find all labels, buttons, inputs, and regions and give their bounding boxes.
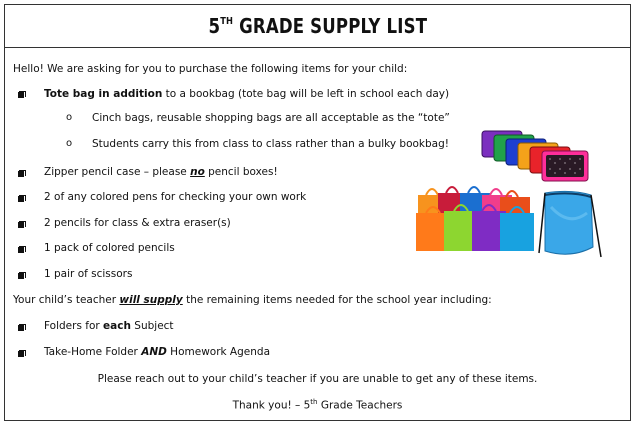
checkbox-bullet: [18, 222, 25, 228]
checkbox-bullet: [18, 92, 25, 98]
checkbox-bullet: [18, 247, 25, 253]
pencil-cases-image: [480, 127, 595, 189]
checkbox-bullet: [18, 196, 25, 202]
checkbox-bullet: [18, 325, 25, 331]
list-item: Tote bag in addition to a bookbag (tote bag will be left in school each day): [44, 88, 450, 100]
checkbox-bullet: [18, 273, 25, 279]
tote-bags-image: [414, 183, 536, 255]
intro-text: Hello! We are asking for you to purchase the following items for your child:: [13, 63, 408, 75]
teacher-supply-text: Your child’s teacher will supply the remaining items needed for the school year including:: [13, 294, 492, 306]
list-item: 2 pencils for class & extra eraser(s): [44, 217, 231, 229]
checkbox-bullet: [18, 171, 25, 177]
checkbox-bullet: [18, 351, 25, 357]
sub-list-item: Students carry this from class to class rather than a bulky bookbag!: [92, 138, 449, 150]
title-row: [4, 4, 631, 48]
cinch-bag-image: [531, 187, 611, 267]
sub-list-item: Cinch bags, reusable shopping bags are all acceptable as the “tote”: [92, 112, 450, 124]
list-item: 2 of any colored pens for checking your own work: [44, 191, 307, 203]
teacher-list-item: Take-Home Folder AND Homework Agenda: [44, 346, 270, 358]
sub-bullet: o: [66, 112, 73, 123]
thanks-text: Thank you! – 5th Grade Teachers: [232, 398, 403, 412]
list-item: 1 pack of colored pencils: [44, 242, 175, 254]
teacher-list-item: Folders for each Subject: [44, 320, 174, 332]
page-title: 5TH GRADE SUPPLY LIST: [208, 13, 427, 38]
sub-bullet: o: [66, 138, 73, 149]
reach-out-text: Please reach out to your child’s teacher if you are unable to get any of these items.: [97, 373, 538, 385]
list-item: 1 pair of scissors: [44, 268, 133, 280]
list-item: Zipper pencil case – please no pencil boxes!: [44, 166, 278, 178]
